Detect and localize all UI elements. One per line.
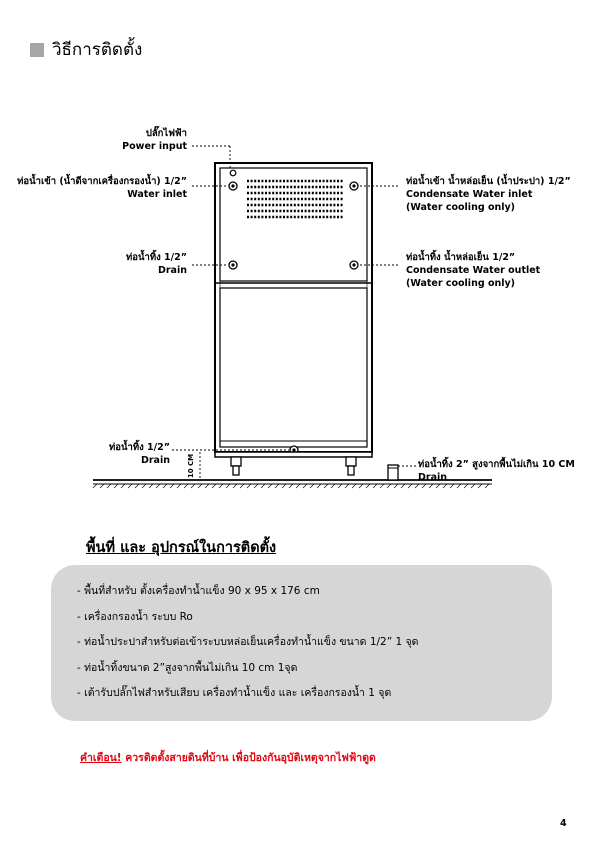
page-number: 4	[560, 818, 567, 829]
list-item: - เต้ารับปลั๊กไฟสำหรับเสียบ เครื่องทำน้ำแข็ง และ เครื่องกรองน้ำ 1 จุด	[77, 687, 392, 699]
condensate-inlet-port	[350, 182, 358, 190]
machine-feet	[231, 457, 356, 475]
list-item: - เครื่องกรองน้ำ ระบบ Ro	[77, 610, 193, 623]
floor-drain-pipe	[388, 465, 398, 480]
requirements-list	[51, 565, 552, 707]
water-inlet-label: ท่อน้ำเข้า (น้ำดีจากเครื่องกรองน้ำ) 1/2” Water inlet	[17, 176, 187, 200]
requirements-panel	[51, 565, 552, 721]
drain-port	[229, 261, 237, 269]
warning-text: ควรติดตั้งสายดินที่บ้าน เพื่อป้องกันอุบัติเหตุจากไฟฟ้าดูด	[121, 752, 376, 764]
bottom-drain-label: ท่อน้ำทิ้ง 1/2” Drain	[109, 442, 170, 466]
condensate-outlet-port	[350, 261, 358, 269]
water-inlet-port	[229, 182, 237, 190]
power-input-label: ปลั๊กไฟฟ้า Power input	[122, 128, 187, 152]
floor-drain-label: ท่อน้ำทิ้ง 2” สูงจากพื้นไม่เกิน 10 CM Drain	[418, 459, 575, 483]
height-marker-label: 10 CM	[187, 453, 195, 479]
list-item: - ท่อน้ำประปาสำหรับต่อเข้าระบบหล่อเย็นเครื่องทำน้ำแข็ง ขนาด 1/2” 1 จุด	[77, 636, 419, 648]
page-title: วิธีการติดตั้ง	[52, 40, 143, 60]
condensate-inlet-label: ท่อน้ำเข้า น้ำหล่อเย็น (น้ำประปา) 1/2” Condensate Water inlet (Water cooling only)	[406, 176, 571, 213]
warning-prefix: คำเตือน!	[80, 752, 122, 764]
machine-base	[215, 452, 372, 457]
drain-label: ท่อน้ำทิ้ง 1/2” Drain	[126, 252, 187, 276]
condensate-outlet-label: ท่อน้ำทิ้ง น้ำหล่อเย็น 1/2” Condensate Water outlet (Water cooling only)	[406, 252, 541, 289]
machine-cabinet	[215, 163, 372, 452]
requirements-title: พื้นที่ และ อุปกรณ์ในการติดตั้ง	[86, 540, 277, 556]
warning-note	[80, 749, 376, 766]
list-item: - ท่อน้ำทิ้งขนาด 2”สูงจากพื้นไม่เกิน 10 cm 1จุด	[77, 661, 298, 674]
list-item: - พื้นที่สำหรับ ตั้งเครื่องทำน้ำแข็ง 90 x 95 x 176 cm	[77, 585, 320, 597]
power-input-port	[230, 170, 236, 176]
